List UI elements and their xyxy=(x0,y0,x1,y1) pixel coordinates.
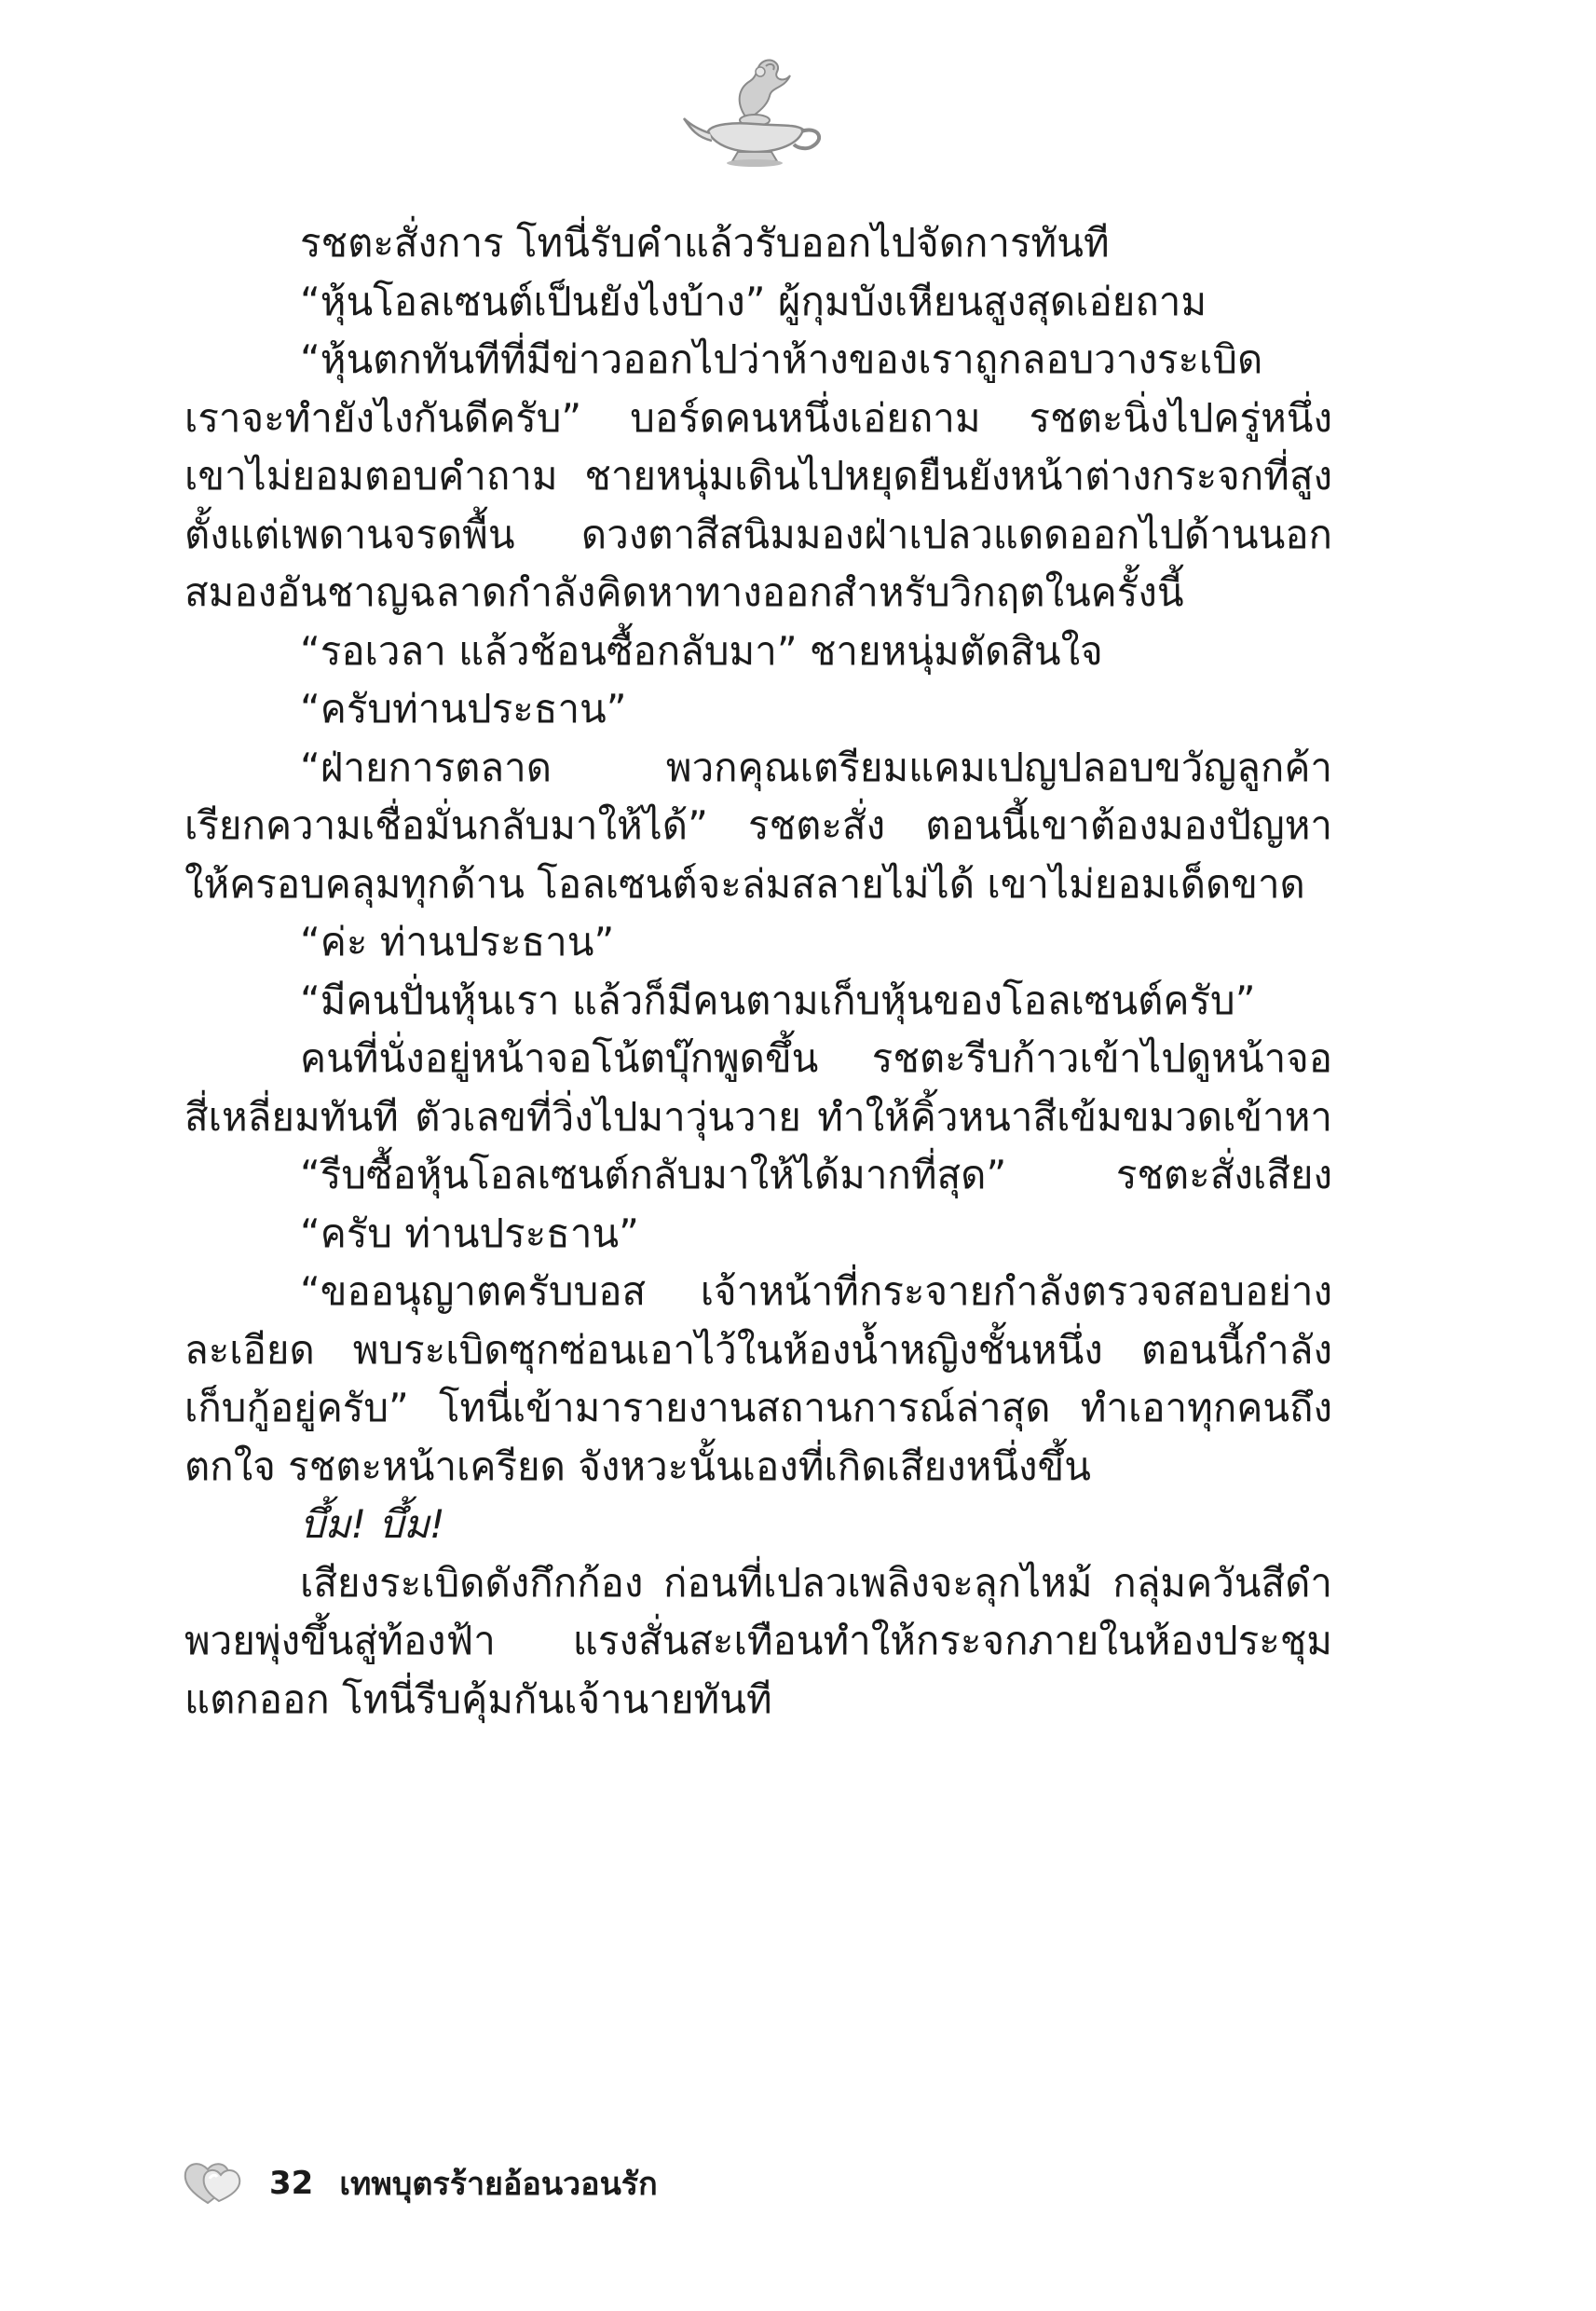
text-line: “ฝ่ายการตลาด พวกคุณเตรียมแคมเปญปลอบขวัญลูกค้า xyxy=(300,744,1332,790)
text-line: “ครับ ท่านประธาน” xyxy=(300,1210,639,1256)
text-line: เราจะทำยังไงกันดีครับ” บอร์ดคนหนึ่งเอ่ยถาม รชตะนิ่งไปครู่หนึ่ง xyxy=(184,394,1332,441)
text-line: “หุ้นตกทันทีที่มีข่าวออกไปว่าห้างของเราถูกลอบวางระเบิด xyxy=(300,336,1263,382)
text-line: สมองอันชาญฉลาดกำลังคิดหาทางออกสำหรับวิกฤตในครั้งนี้ xyxy=(184,569,1184,615)
text-line: บึ้ม! บึ้ม! xyxy=(300,1501,445,1547)
page-number: 32 xyxy=(269,2165,314,2202)
text-line: เรียกความเชื่อมั่นกลับมาให้ได้” รชตะสั่ง ตอนนี้เขาต้องมองปัญหา xyxy=(184,802,1332,848)
text-line: “ครับท่านประธาน” xyxy=(300,686,627,732)
text-line: พวยพุ่งขึ้นสู่ท้องฟ้า แรงสั่นสะเทือนทำให้กระจกภายในห้องประชุม xyxy=(184,1618,1332,1663)
text-line: “หุ้นโอลเซนต์เป็นยังไงบ้าง” ผู้กุมบังเหียนสูงสุดเอ่ยถาม xyxy=(300,278,1207,324)
text-line: เก็บกู้อยู่ครับ” โทนี่เข้ามารายงานสถานการณ์ล่าสุด ทำเอาทุกคนถึง xyxy=(184,1385,1332,1430)
text-line: “รอเวลา แล้วช้อนซื้อกลับมา” ชายหนุ่มตัดสินใจ xyxy=(300,627,1103,674)
text-line: ตั้งแต่เพดานจรดพื้น ดวงตาสีสนิมมองฝ่าเปลวแดดออกไปด้านนอก xyxy=(184,511,1332,557)
text-line: ให้ครอบคลุมทุกด้าน โอลเซนต์จะล่มสลายไม่ได้ เขาไม่ยอมเด็ดขาด xyxy=(184,860,1305,907)
text-line: รชตะสั่งการ โทนี่รับคำแล้วรับออกไปจัดการทันที xyxy=(300,220,1110,266)
heart-icon xyxy=(182,2160,249,2207)
text-line: “รีบซื้อหุ้นโอลเซนต์กลับมาให้ได้มากที่สุด” รชตะสั่งเสียง xyxy=(300,1152,1332,1197)
text-line: เขาไม่ยอมตอบคำถาม ชายหนุ่มเดินไปหยุดยืนยังหน้าต่างกระจกที่สูง xyxy=(184,453,1332,499)
text-line: คนที่นั่งอยู่หน้าจอโน้ตบุ๊กพูดขึ้น รชตะรีบก้าวเข้าไปดูหน้าจอ xyxy=(300,1035,1332,1081)
text-line: ละเอียด พบระเบิดซุกซ่อนเอาไว้ในห้องน้ำหญิงชั้นหนึ่ง ตอนนี้กำลัง xyxy=(184,1326,1332,1373)
text-line: “มีคนปั่นหุ้นเรา แล้วก็มีคนตามเก็บหุ้นของโอลเซนต์ครับ” xyxy=(300,977,1256,1023)
text-line: “ขออนุญาตครับบอส เจ้าหน้าที่กระจายกำลังตรวจสอบอย่าง xyxy=(300,1268,1332,1314)
text-line: สี่เหลี่ยมทันที ตัวเลขที่วิ่งไปมาวุ่นวาย ทำให้คิ้วหนาสีเข้มขมวดเข้าหา xyxy=(184,1093,1332,1140)
genie-lamp-icon xyxy=(680,51,829,172)
book-title: เทพบุตรร้ายอ้อนวอนรัก xyxy=(339,2166,658,2203)
text-line: “ค่ะ ท่านประธาน” xyxy=(300,919,615,964)
text-line: แตกออก โทนี่รีบคุ้มกันเจ้านายทันที xyxy=(184,1675,772,1722)
body-text xyxy=(184,214,1332,1729)
page-footer xyxy=(182,2160,658,2207)
text-line: เสียงระเบิดดังกึกก้อง ก่อนที่เปลวเพลิงจะลุกไหม้ กลุ่มควันสีดำ xyxy=(300,1559,1332,1606)
text-line: ตกใจ รชตะหน้าเครียด จังหวะนั้นเองที่เกิดเสียงหนึ่งขึ้น xyxy=(184,1443,1091,1489)
